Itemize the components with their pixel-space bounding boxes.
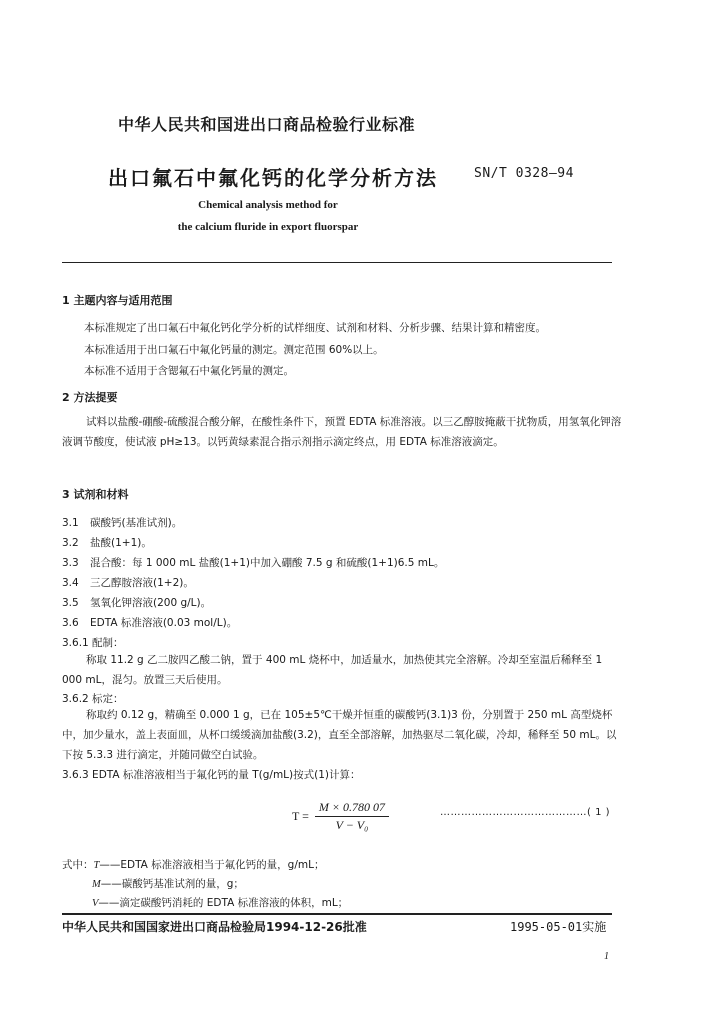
section-2-para: 试料以盐酸-硼酸-硫酸混合酸分解，在酸性条件下，预置 EDTA 标准溶液。以三乙醇胺掩蔽干扰物质，用氢氧化钾溶液调节酸度，使试液 pH≥13。以钙黄绿素混合指示剂指示滴定终点，用 EDTA 标准溶液滴定。 [62, 416, 622, 448]
formula-lhs: T = [292, 809, 309, 823]
approval-statement: 中华人民共和国国家进出口商品检验局1994-12-26批准 [62, 920, 367, 934]
legend-line-t [62, 857, 324, 872]
effective-date: 1995-05-01实施 [510, 920, 607, 934]
list-item-3-5 [62, 595, 211, 610]
item-number: 3.1 [62, 517, 79, 529]
header-divider [62, 262, 612, 263]
section-1-para-1: 本标准规定了出口氟石中氟化钙化学分析的试样细度、试剂和材料、分析步骤、结果计算和精密度。 [84, 322, 546, 334]
formula-1 [292, 800, 389, 833]
item-text: 氢氧化钾溶液(200 g/L)。 [90, 597, 212, 609]
item-text: 盐酸(1+1)。 [90, 537, 152, 549]
subsection-3-6-2-text: 称取约 0.12 g，精确至 0.000 1 g，已在 105±5℃干燥并恒重的碳酸钙(3.1)3 份，分别置于 250 mL 高型烧杯中，加少量水，盖上表面皿，从杯口缓缓滴加盐酸(3.2)，直至全部溶解，加热驱尽二氧化碳，冷却，稀释至 50 mL。以下按 5.3.3 进行滴定，并随同做空白试验。 [62, 709, 617, 761]
legend-line-m [92, 876, 244, 891]
formula-denominator: V − V₀ [335, 818, 369, 832]
item-number: 3.3 [62, 557, 79, 569]
section-2-heading: 2 方法提要 [62, 391, 118, 404]
standard-title-cn: 出口氟石中氟化钙的化学分析方法 [108, 166, 438, 190]
list-item-3-2 [62, 535, 152, 550]
item-text: 碳酸钙(基准试剂)。 [90, 517, 183, 529]
section-1-para-3: 本标准不适用于含锶氟石中氟化钙量的测定。 [84, 365, 294, 377]
formula-fraction [315, 800, 389, 833]
standard-title-en-line1: Chemical analysis method for [198, 199, 338, 211]
legend-symbol: V [92, 898, 99, 909]
footer-divider [62, 913, 612, 915]
list-item-3-3 [62, 555, 444, 570]
list-item-3-6 [62, 615, 237, 630]
section-3-heading: 3 试剂和材料 [62, 488, 129, 501]
legend-intro: 式中： [62, 859, 94, 871]
item-number: 3.5 [62, 597, 79, 609]
legend-symbol: T [93, 860, 100, 871]
formula-numerator: M × 0.780 07 [315, 800, 389, 817]
legend-text: ——滴定碳酸钙消耗的 EDTA 标准溶液的体积，mL； [98, 897, 349, 909]
item-text: 混合酸：每 1 000 mL 盐酸(1+1)中加入硼酸 7.5 g 和硫酸(1+1)6.5 mL。 [90, 557, 445, 569]
section-1-heading: 1 主题内容与适用范围 [62, 294, 173, 307]
issuing-body-title: 中华人民共和国进出口商品检验行业标准 [118, 115, 416, 134]
item-number: 3.2 [62, 537, 79, 549]
page-number: 1 [604, 951, 609, 962]
standard-code: SN/T 0328—94 [474, 166, 574, 181]
list-item-3-1 [62, 515, 182, 530]
legend-text: ——碳酸钙基准试剂的量，g； [100, 878, 244, 890]
equation-number: ( 1 ) [587, 807, 611, 818]
legend-text: ——EDTA 标准溶液相当于氟化钙的量，g/mL； [99, 859, 325, 871]
subsection-3-6-1-label: 3.6.1 配制： [62, 637, 124, 649]
subsection-3-6-3: 3.6.3 EDTA 标准溶液相当于氟化钙的量 T(g/mL)按式(1)计算： [62, 769, 361, 781]
list-item-3-4 [62, 575, 194, 590]
standard-title-en-line2: the calcium fluride in export fluorspar [177, 221, 359, 233]
item-number: 3.4 [62, 577, 79, 589]
item-text: 三乙醇胺溶液(1+2)。 [90, 577, 194, 589]
item-number: 3.6 [62, 617, 79, 629]
legend-symbol: M [92, 879, 101, 890]
legend-line-v [92, 895, 348, 910]
subsection-3-6-1-text: 称取 11.2 g 乙二胺四乙酸二钠，置于 400 mL 烧杯中，加适量水，加热使其完全溶解。冷却至室温后稀释至 1 000 mL，混匀。放置三天后使用。 [62, 654, 603, 686]
item-text: EDTA 标准溶液(0.03 mol/L)。 [90, 617, 238, 629]
formula-leader [440, 807, 610, 818]
leader-dots: …………………………………… [440, 807, 587, 818]
section-1-para-2: 本标准适用于出口氟石中氟化钙量的测定。测定范围 60%以上。 [84, 344, 384, 356]
subsection-3-6-2-label: 3.6.2 标定： [62, 693, 124, 705]
